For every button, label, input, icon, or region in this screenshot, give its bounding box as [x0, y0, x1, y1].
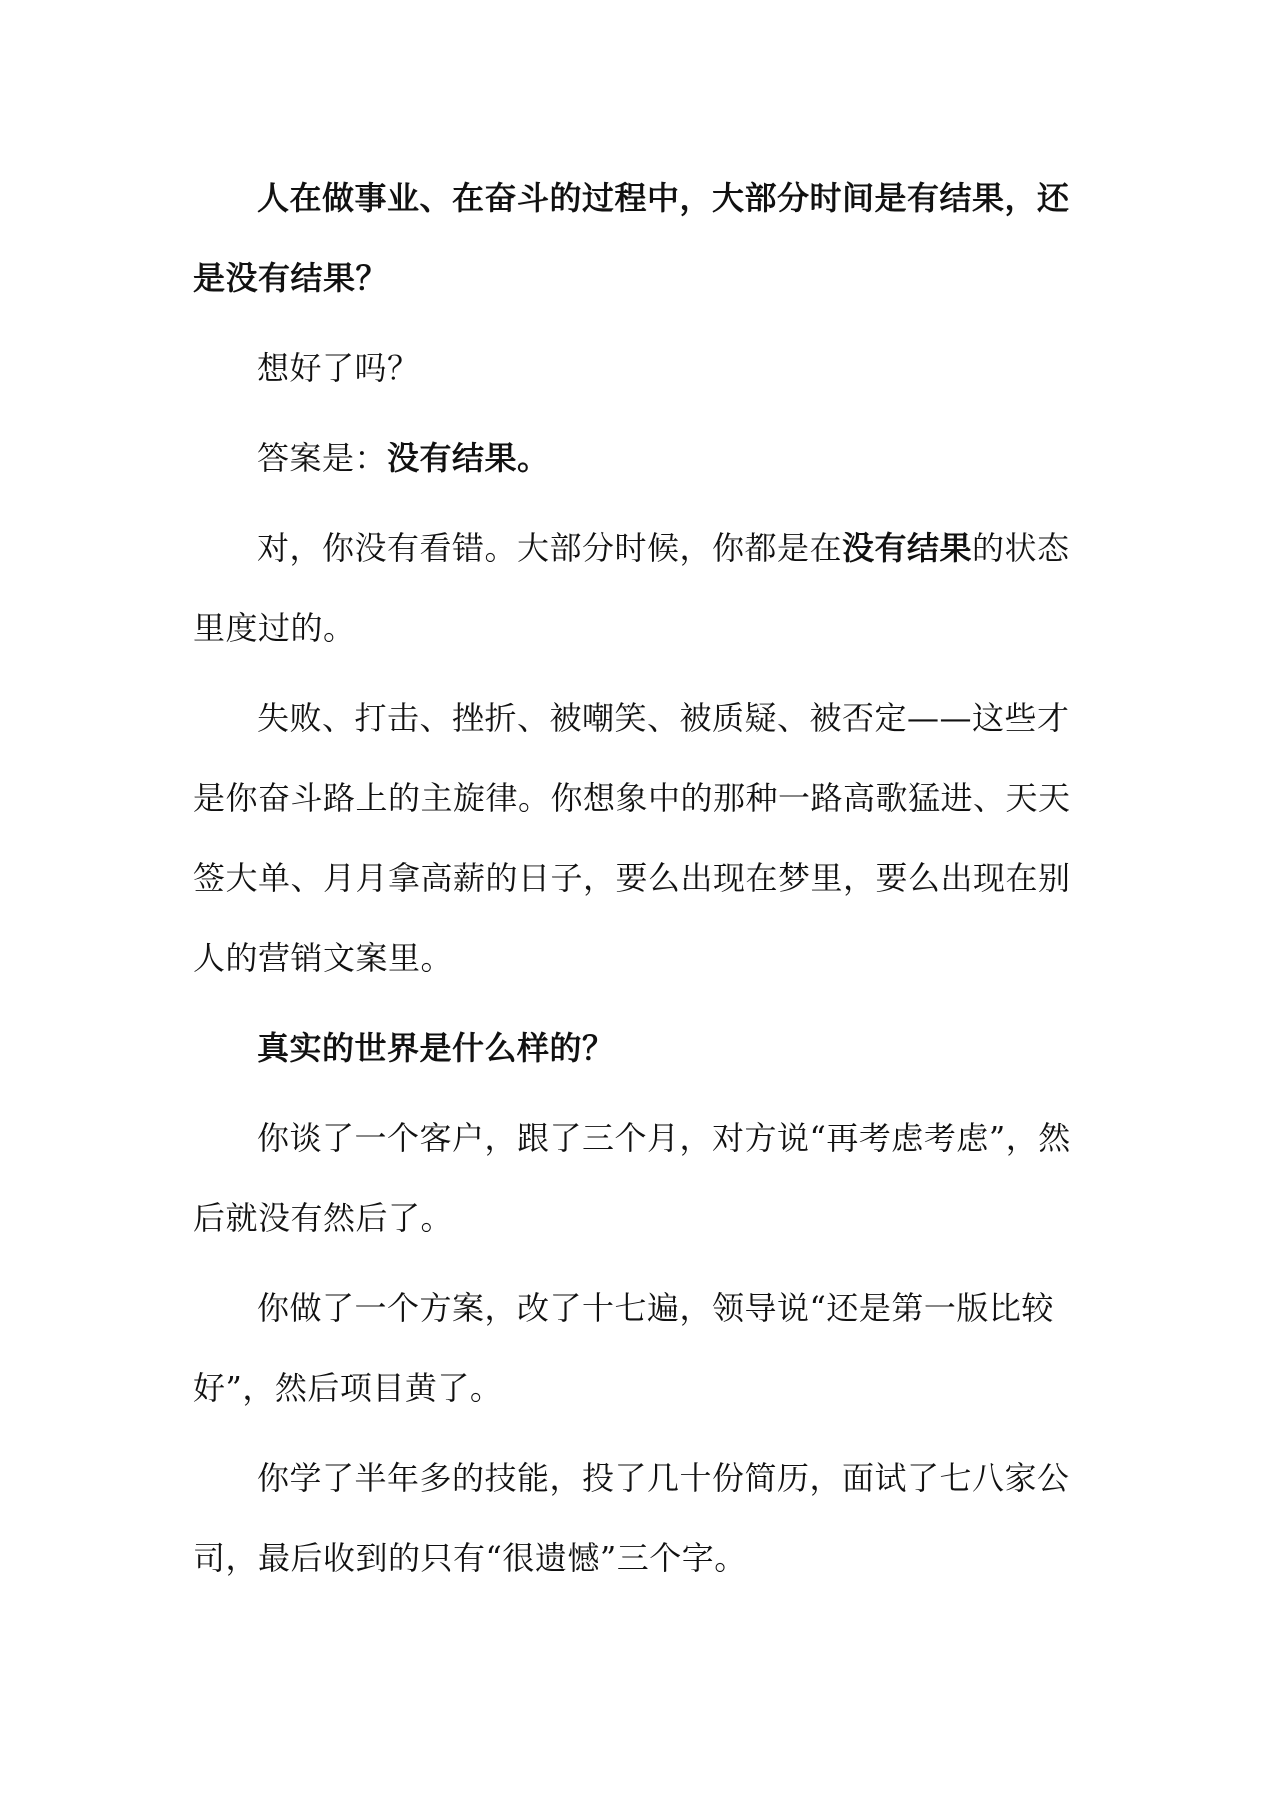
- article-body: [193, 158, 1083, 1608]
- answer-emphasis: 没有结果。: [387, 439, 550, 477]
- proposal-paragraph: 你做了一个方案，改了十七遍，领导说“还是第一版比较好”，然后项目黄了。: [193, 1289, 1054, 1407]
- think-paragraph: 想好了吗？: [257, 349, 420, 387]
- answer-paragraph: [193, 418, 1083, 498]
- theme-paragraph: 失败、打击、挫折、被嘲笑、被质疑、被否定——这些才是你奋斗路上的主旋律。你想象中的那种一路高歌猛进、天天签大单、月月拿高薪的日子，要么出现在梦里，要么出现在别人的营销文案里。: [193, 699, 1071, 977]
- question-paragraph: 人在做事业、在奋斗的过程中，大部分时间是有结果，还是没有结果？: [193, 179, 1070, 297]
- job-paragraph: 你学了半年多的技能，投了几十份简历，面试了七八家公司，最后收到的只有“很遗憾”三个字。: [193, 1459, 1070, 1577]
- confirm-before: 对，你没有看错。大部分时候，你都是在: [257, 529, 843, 567]
- client-paragraph: 你谈了一个客户，跟了三个月，对方说“再考虑考虑”，然后就没有然后了。: [193, 1119, 1071, 1237]
- confirm-after: 的状态里度过的。: [193, 529, 1070, 647]
- answer-prefix: 答案是：: [257, 439, 388, 477]
- confirm-paragraph: [193, 508, 1083, 668]
- confirm-emphasis: 没有结果: [842, 529, 973, 567]
- real-world-heading: 真实的世界是什么样的？: [257, 1029, 615, 1067]
